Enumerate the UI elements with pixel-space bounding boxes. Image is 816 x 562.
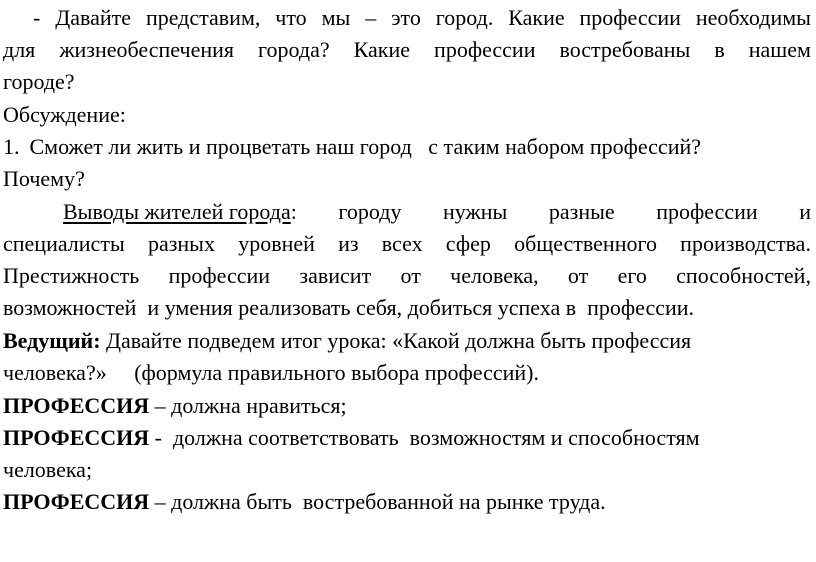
rule-2: [3, 422, 700, 454]
word: разных: [147, 231, 215, 256]
rule-1: [3, 390, 347, 422]
rule-keyword: ПРОФЕССИЯ: [3, 393, 150, 418]
item-text: Сможет ли жить и процветать наш город с таким набором профессий?: [29, 134, 702, 159]
word: зависит: [299, 263, 372, 288]
word: общественного: [514, 231, 657, 256]
conclusions-line: возможностей и умения реализовать себя, добиться успеха в профессии.: [3, 295, 695, 320]
word: -: [33, 5, 41, 30]
word: человека,: [450, 263, 539, 288]
word: от: [400, 263, 421, 288]
conclusions-line: [63, 196, 811, 228]
host-line: [3, 325, 691, 357]
word: всех: [381, 231, 423, 256]
discussion-item-1: [3, 131, 701, 163]
host-label: Ведущий:: [3, 328, 101, 353]
rule-text: – должна нравиться;: [149, 393, 347, 418]
word: мы: [321, 5, 351, 30]
conclusions-line: [3, 260, 811, 292]
word: Престижность: [3, 263, 140, 288]
word: производства.: [680, 231, 811, 256]
word: что: [275, 5, 307, 30]
conclusions-line: [3, 228, 811, 260]
word: сфер: [445, 231, 491, 256]
word: представим,: [145, 5, 261, 30]
rule-text: – должна быть востребованной на рынке труда.: [149, 489, 606, 514]
word: его: [617, 263, 647, 288]
word: способностей,: [676, 263, 811, 288]
word: необходимы: [695, 5, 811, 30]
word: городу: [338, 199, 402, 224]
word: –: [365, 5, 377, 30]
word: жизнеобеспечения: [59, 37, 234, 62]
word: востребованы: [559, 37, 691, 62]
word: профессии: [656, 199, 758, 224]
word: профессии: [168, 263, 271, 288]
word: город.: [435, 5, 494, 30]
rule-keyword: ПРОФЕССИЯ: [3, 425, 150, 450]
paragraph-line: городе?: [3, 69, 75, 94]
word: из: [338, 231, 359, 256]
word: от: [567, 263, 589, 288]
word: и: [799, 199, 811, 224]
conclusions-label-text: Выводы жителей города: [63, 199, 291, 224]
word: в: [714, 37, 725, 62]
word: города?: [258, 37, 330, 62]
word: нужны: [443, 199, 508, 224]
word: профессии: [434, 37, 536, 62]
word: это: [391, 5, 421, 30]
conclusions-label: [63, 196, 297, 228]
rule-keyword: ПРОФЕССИЯ: [3, 489, 150, 514]
word: уровней: [238, 231, 315, 256]
word: Давайте: [55, 5, 132, 30]
paragraph-line: [3, 34, 811, 66]
host-text: Давайте подведем итог урока: «Какой должна быть профессия: [100, 328, 692, 353]
rule-3: [3, 486, 606, 518]
word: Какие: [353, 37, 411, 62]
host-line-cont: человека?» (формула правильного выбора профессий).: [3, 360, 539, 385]
rule-2-cont: человека;: [3, 457, 93, 482]
word: нашем: [748, 37, 811, 62]
word: для: [3, 37, 36, 62]
item-number: 1.: [3, 134, 20, 159]
word: профессии: [579, 5, 681, 30]
rule-text: - должна соответствовать возможностям и способностям: [149, 425, 700, 450]
word: специалисты: [3, 231, 125, 256]
word: Какие: [508, 5, 565, 30]
colon: :: [290, 199, 297, 224]
discussion-item-1-cont: Почему?: [3, 166, 85, 191]
word: разные: [548, 199, 615, 224]
paragraph-line: [33, 2, 811, 34]
discussion-heading: Обсуждение:: [3, 102, 126, 127]
